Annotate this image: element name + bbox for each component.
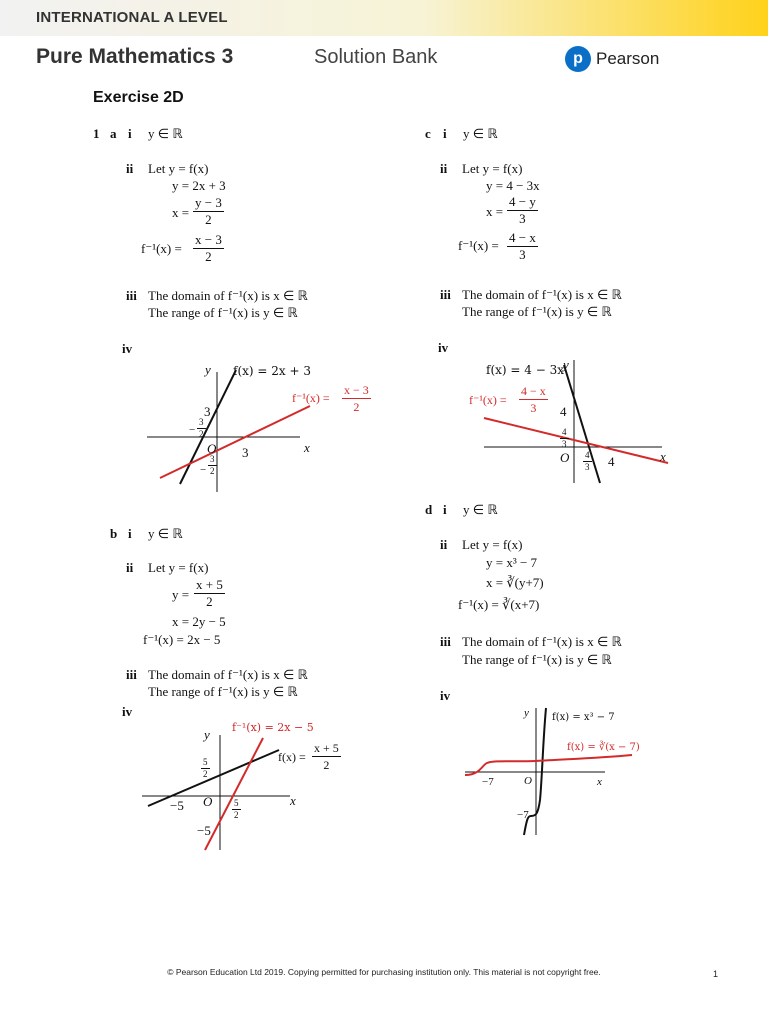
part-b-ii-line2: y = (172, 587, 190, 602)
brand-name: Pearson (596, 49, 660, 68)
graph-a-y-label: y (205, 362, 211, 377)
part-b-frac1: x + 5 2 (196, 577, 223, 609)
part-a-ii-line2: y = 2x + 3 (172, 178, 226, 193)
graph-d-f-label: f(x) = x³ − 7 (552, 712, 615, 723)
graph-d-y-label: y (524, 707, 529, 719)
graph-c-43-yint: 4 3 (562, 427, 567, 449)
graph-c-f-label: f(x) = 4 − 3x (486, 363, 564, 377)
question-number: 1 (93, 126, 100, 141)
graph-a-origin: O (207, 441, 217, 456)
part-c-label: c (425, 126, 431, 141)
graph-a-x-label: x (304, 440, 310, 455)
pearson-p-icon: p (565, 46, 591, 72)
part-b-iii-line2: The range of f⁻¹(x) is y ∈ ℝ (148, 684, 298, 699)
part-a-iii-label: iii (126, 288, 137, 303)
exercise-title: Exercise 2D (93, 89, 184, 106)
graph-b-52-xint: 5 2 (234, 798, 239, 820)
page-title: Pure Mathematics 3 (36, 45, 234, 68)
part-a-i-text: y ∈ ℝ (148, 126, 183, 141)
part-c-iii-line1: The domain of f⁻¹(x) is x ∈ ℝ (462, 287, 622, 302)
graph-d-xint-neg7: −7 (482, 776, 494, 788)
part-d-iii-label: iii (440, 634, 451, 649)
part-d-ii-line3: x = ∛(y+7) (486, 575, 544, 590)
graph-d-x-label: x (597, 776, 602, 788)
graph-a-inverse-label: f⁻¹(x) = (292, 391, 330, 405)
graph-c-inverse-frac: 4 − x 3 (521, 384, 546, 415)
part-d-ii-line2: y = x³ − 7 (486, 555, 538, 570)
graph-b-yint-neg5: −5 (197, 823, 211, 838)
part-a-ii-line1: Let y = f(x) (148, 161, 209, 176)
graph-c-yint-4: 4 (560, 404, 567, 419)
part-d-iv-label: iv (440, 688, 451, 703)
graph-b-f-frac: x + 5 2 (314, 741, 339, 772)
graph-b-inverse-label: f⁻¹(x) = 2x − 5 (232, 721, 314, 734)
part-d-ii-line4: f⁻¹(x) = ∛(x+7) (458, 597, 540, 612)
part-d-label: d (425, 502, 433, 517)
page-subtitle: Solution Bank (314, 46, 438, 68)
graph-a-minus-sign-1: − (189, 424, 196, 436)
part-a-frac2: x − 3 2 (195, 232, 222, 264)
graph-d-inverse-label: f(x) = ∛(x − 7) (567, 742, 640, 753)
graph-b-y-label: y (204, 727, 210, 742)
part-c-iii-line2: The range of f⁻¹(x) is y ∈ ℝ (462, 304, 612, 319)
graph-c-inverse-label: f⁻¹(x) = (469, 393, 507, 407)
part-d-i-label: i (443, 502, 447, 517)
part-c-iii-label: iii (440, 287, 451, 302)
part-c-frac2: 4 − x 3 (509, 230, 536, 262)
part-c-ii-line4: f⁻¹(x) = (458, 238, 499, 253)
part-b-iii-label: iii (126, 667, 137, 682)
graph-b-xint-neg5: −5 (170, 798, 184, 813)
graph-a-inverse-frac: x − 3 2 (344, 383, 369, 414)
graph-a-f-label: f(x) = 2x + 3 (233, 364, 311, 378)
part-b-iv-label: iv (122, 704, 133, 719)
part-c-i-text: y ∈ ℝ (463, 126, 498, 141)
copyright-footer: © Pearson Education Ltd 2019. Copying permitted for purchasing institution only. This material is not copyright free. (167, 967, 601, 977)
part-b-ii-line3: x = 2y − 5 (172, 614, 226, 629)
part-d-iii-line1: The domain of f⁻¹(x) is x ∈ ℝ (462, 634, 622, 649)
part-c-ii-line2: y = 4 − 3x (486, 178, 540, 193)
graph-a-yint-3: 3 (204, 404, 211, 419)
graph-d-yint-neg7: −7 (517, 809, 529, 821)
graph-c-43-xint: 4 3 (585, 450, 590, 472)
graph-c-xint-4: 4 (608, 454, 615, 469)
graph-a-xint-3: 3 (242, 445, 249, 460)
graph-a-minus-sign-2: − (200, 464, 207, 476)
part-d-iii-line2: The range of f⁻¹(x) is y ∈ ℝ (462, 652, 612, 667)
part-c-i-label: i (443, 126, 447, 141)
part-c-ii-line1: Let y = f(x) (462, 161, 523, 176)
part-c-frac1: 4 − y 3 (509, 194, 536, 226)
series-label: INTERNATIONAL A LEVEL (36, 9, 228, 26)
graph-b-52-yint: 5 2 (203, 757, 208, 779)
graph-d-origin: O (524, 775, 532, 787)
graph-c-origin: O (560, 450, 570, 465)
part-b-i-label: i (128, 526, 132, 541)
part-a-frac1: y − 3 2 (195, 195, 222, 227)
part-d-ii-label: ii (440, 537, 448, 552)
part-b-ii-label: ii (126, 560, 134, 575)
part-a-ii-label: ii (126, 161, 134, 176)
part-a-ii-line3: x = (172, 205, 190, 220)
graph-a-neg-32-xint: 3 2 (199, 417, 204, 439)
part-c-ii-line3: x = (486, 204, 504, 219)
part-a-ii-line4: f⁻¹(x) = (141, 241, 182, 256)
part-d-i-text: y ∈ ℝ (463, 502, 498, 517)
part-b-iii-line1: The domain of f⁻¹(x) is x ∈ ℝ (148, 667, 308, 682)
part-b-ii-line1: Let y = f(x) (148, 560, 209, 575)
part-a-iv-label: iv (122, 341, 133, 356)
graph-a-neg-32-yint: 3 2 (210, 454, 215, 476)
part-a-i-label: i (128, 126, 132, 141)
part-b-i-text: y ∈ ℝ (148, 526, 183, 541)
part-a-label: a (110, 126, 117, 141)
part-b-ii-line4: f⁻¹(x) = 2x − 5 (143, 632, 221, 647)
part-d-ii-line1: Let y = f(x) (462, 537, 523, 552)
part-a-iii-line1: The domain of f⁻¹(x) is x ∈ ℝ (148, 288, 308, 303)
part-c-ii-label: ii (440, 161, 448, 176)
part-c-iv-label: iv (438, 340, 449, 355)
part-a-iii-line2: The range of f⁻¹(x) is y ∈ ℝ (148, 305, 298, 320)
graph-b-f-label: f(x) = (278, 750, 306, 764)
part-b-label: b (110, 526, 118, 541)
graph-b-x-label: x (290, 793, 296, 808)
graph-c-y-label: y (563, 357, 569, 372)
page-number: 1 (713, 969, 719, 979)
graph-b-origin: O (203, 794, 213, 809)
graph-c-x-label: x (660, 449, 666, 464)
